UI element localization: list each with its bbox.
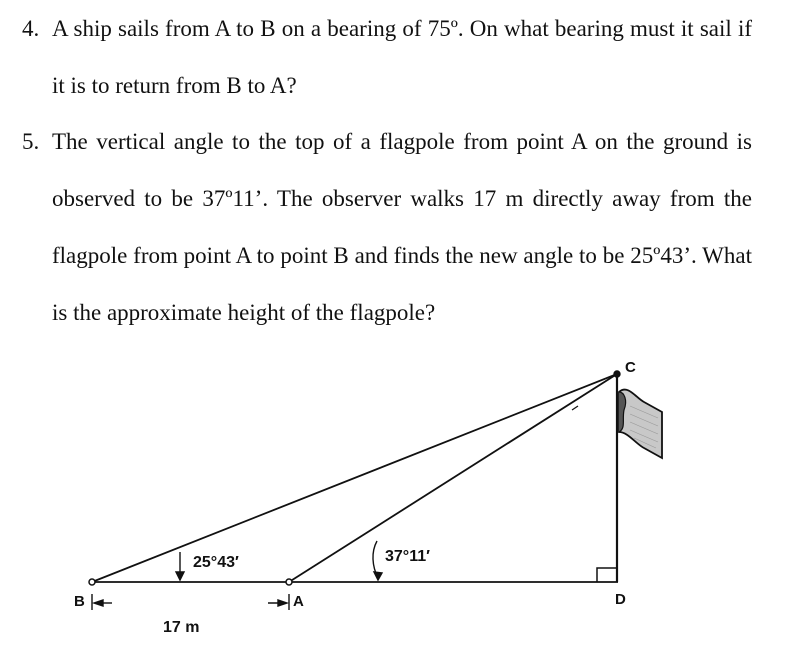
flag bbox=[619, 390, 662, 458]
label-a: A bbox=[293, 593, 304, 610]
distance-dimension bbox=[92, 594, 289, 610]
distance-label: 17 m bbox=[163, 619, 200, 636]
point-a-dot bbox=[286, 579, 292, 585]
angle-a-label: 37°11′ bbox=[385, 548, 430, 565]
tick-mark bbox=[572, 406, 578, 410]
problem-4-number: 4. bbox=[22, 16, 40, 41]
sight-line-a bbox=[289, 374, 617, 582]
problem-4-text: A ship sails from A to B on a bearing of 75º. On what bearing must it sail if it is to return from B to A? bbox=[52, 16, 752, 98]
flagpole-diagram bbox=[0, 345, 806, 671]
problem-5-text: The vertical angle to the top of a flagpole from point A on the ground is observed to be 37º11’. The observer walks 17 m directly away from the flagpole from point A to point B and finds the new angle to be 25º43’. What is the approximate height of the flagpole? bbox=[52, 129, 752, 325]
label-b: B bbox=[74, 593, 85, 610]
point-b-dot bbox=[89, 579, 95, 585]
point-c-dot bbox=[614, 371, 620, 377]
angle-a-indicator bbox=[373, 541, 382, 580]
problem-5-number: 5. bbox=[22, 129, 40, 154]
right-angle-marker bbox=[597, 568, 617, 582]
angle-b-indicator bbox=[176, 552, 184, 580]
angle-b-label: 25°43′ bbox=[193, 554, 239, 571]
label-d: D bbox=[615, 591, 626, 608]
label-c: C bbox=[625, 359, 636, 376]
sight-line-b bbox=[92, 374, 617, 582]
